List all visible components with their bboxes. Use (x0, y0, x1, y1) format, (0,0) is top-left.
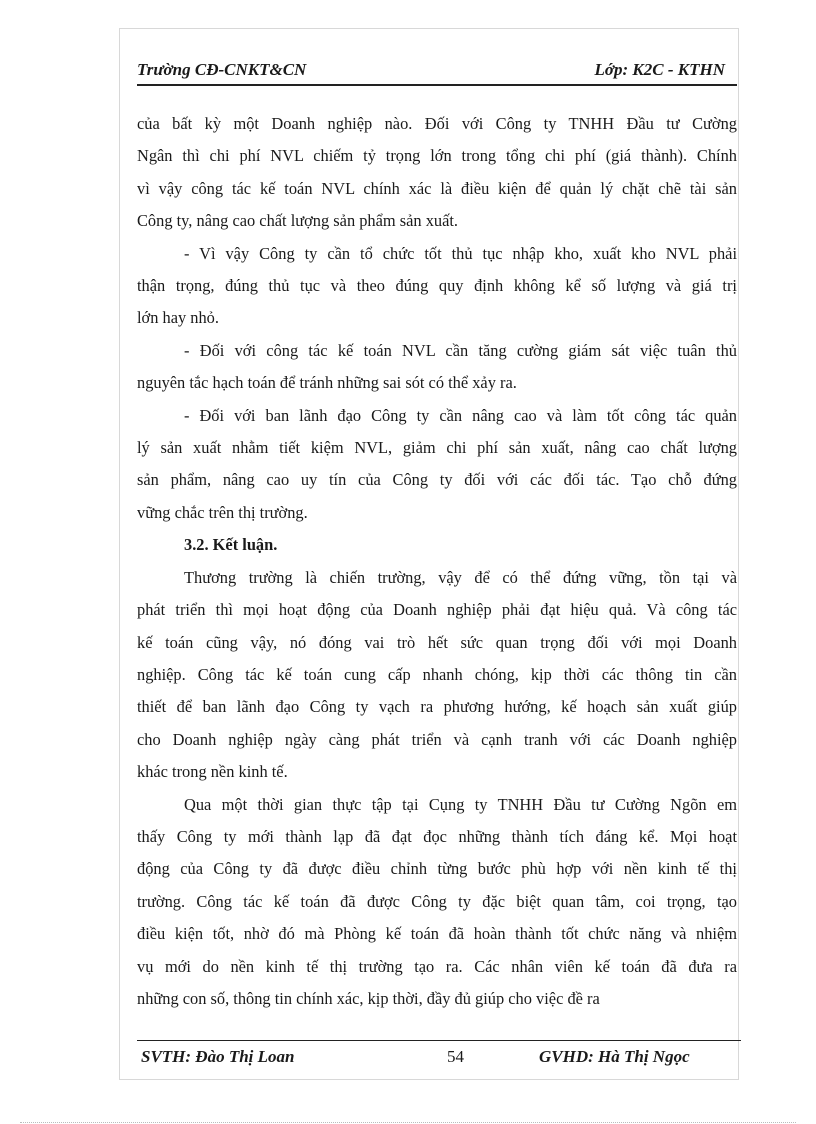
paragraph-group-conclusion (137, 562, 737, 1016)
text-line: động của Công ty đã được điều chỉnh từng bước phù hợp với nền kinh tế thị (137, 859, 737, 879)
paragraph-group-recommendations (137, 108, 737, 529)
text-line: nguyên tắc hạch toán để tránh những sai sót có thể xảy ra. (137, 373, 517, 393)
header-school: Trường CĐ-CNKT&CN (137, 60, 307, 79)
text-line: thấy Công ty mới thành lạp đã đạt đọc những thành tích đáng kể. Mọi hoạt (137, 826, 737, 846)
text-line: của bất kỳ một Doanh nghiệp nào. Đối với Công ty TNHH Đầu tư Cường (137, 114, 737, 133)
text-line: nghiệp. Công tác kế toán cung cấp nhanh chóng, kịp thời các thông tin cần (137, 664, 737, 684)
text-line: vụ mới do nền kinh tế thị trường tạo ra. Các nhân viên kế toán đã đưa ra (137, 956, 737, 976)
text-line: cho Doanh nghiệp ngày càng phát triển và cạnh tranh với các Doanh nghiệp (137, 729, 737, 749)
text-line: - Đối với ban lãnh đạo Công ty cần nâng cao và làm tốt công tác quản (184, 405, 737, 425)
text-line: lớn hay nhỏ. (137, 308, 219, 328)
footer-advisor: GVHD: Hà Thị Ngọc (539, 1047, 690, 1066)
text-line: điều kiện tốt, nhờ đó mà Phòng kế toán đã hoàn thành tốt chức năng và nhiệm (137, 924, 737, 944)
footer-student: SVTH: Đào Thị Loan (141, 1047, 295, 1066)
text-line: Công ty, nâng cao chất lượng sản phẩm sản xuất. (137, 211, 459, 231)
text-line: trường. Công tác kế toán đã được Công ty đặc biệt quan tâm, coi trọng, tạo (137, 891, 737, 911)
section-heading: 3.2. Kết luận. (184, 535, 278, 555)
text-line: thận trọng, đúng thủ tục và theo đúng quy định không kể số lượng và giá trị (137, 276, 737, 296)
header-class: Lớp: K2C - KTHN (594, 60, 725, 79)
page-header (137, 54, 737, 86)
text-line: vì vậy công tác kế toán NVL chính xác là điều kiện để quản lý chặt chẽ tài sản (137, 178, 737, 198)
text-line: những con số, thông tin chính xác, kịp thời, đầy đủ giúp cho việc đề ra (137, 988, 600, 1008)
text-line: kế toán cũng vậy, nó đóng vai trò hết sức quan trọng đối với mọi Doanh (137, 632, 737, 652)
text-line: vững chắc trên thị trường. (137, 502, 308, 522)
text-line: Thương trường là chiến trường, vậy để có thể đứng vững, tồn tại và (184, 567, 737, 587)
document-body (137, 108, 737, 1015)
text-line: khác trong nền kinh tế. (137, 762, 288, 782)
text-line: - Vì vậy Công ty cần tổ chức tốt thủ tục nhập kho, xuất kho NVL phải (184, 243, 737, 263)
text-line: thiết để ban lãnh đạo Công ty vạch ra phương hướng, kế hoạch sản xuất giúp (137, 697, 737, 717)
page-number: 54 (447, 1047, 464, 1066)
page-footer (137, 1040, 741, 1075)
text-line: Qua một thời gian thực tập tại Cụng ty TNHH Đầu tư Cường Ngõn em (184, 794, 737, 814)
text-line: phát triển thì mọi hoạt động của Doanh nghiệp phải đạt hiệu quả. Và công tác (137, 600, 737, 620)
text-line: - Đối với công tác kế toán NVL cần tăng cường giám sát việc tuân thủ (184, 340, 737, 360)
text-line: Ngân thì chi phí NVL chiếm tỷ trọng lớn trong tổng chi phí (giá thành). Chính (137, 146, 737, 166)
text-line: lý sản xuất nhằm tiết kiệm NVL, giảm chi phí sản xuất, nâng cao chất lượng (137, 438, 737, 458)
text-line: sản phẩm, nâng cao uy tín của Công ty đối với các đối tác. Tạo chỗ đứng (137, 470, 737, 490)
